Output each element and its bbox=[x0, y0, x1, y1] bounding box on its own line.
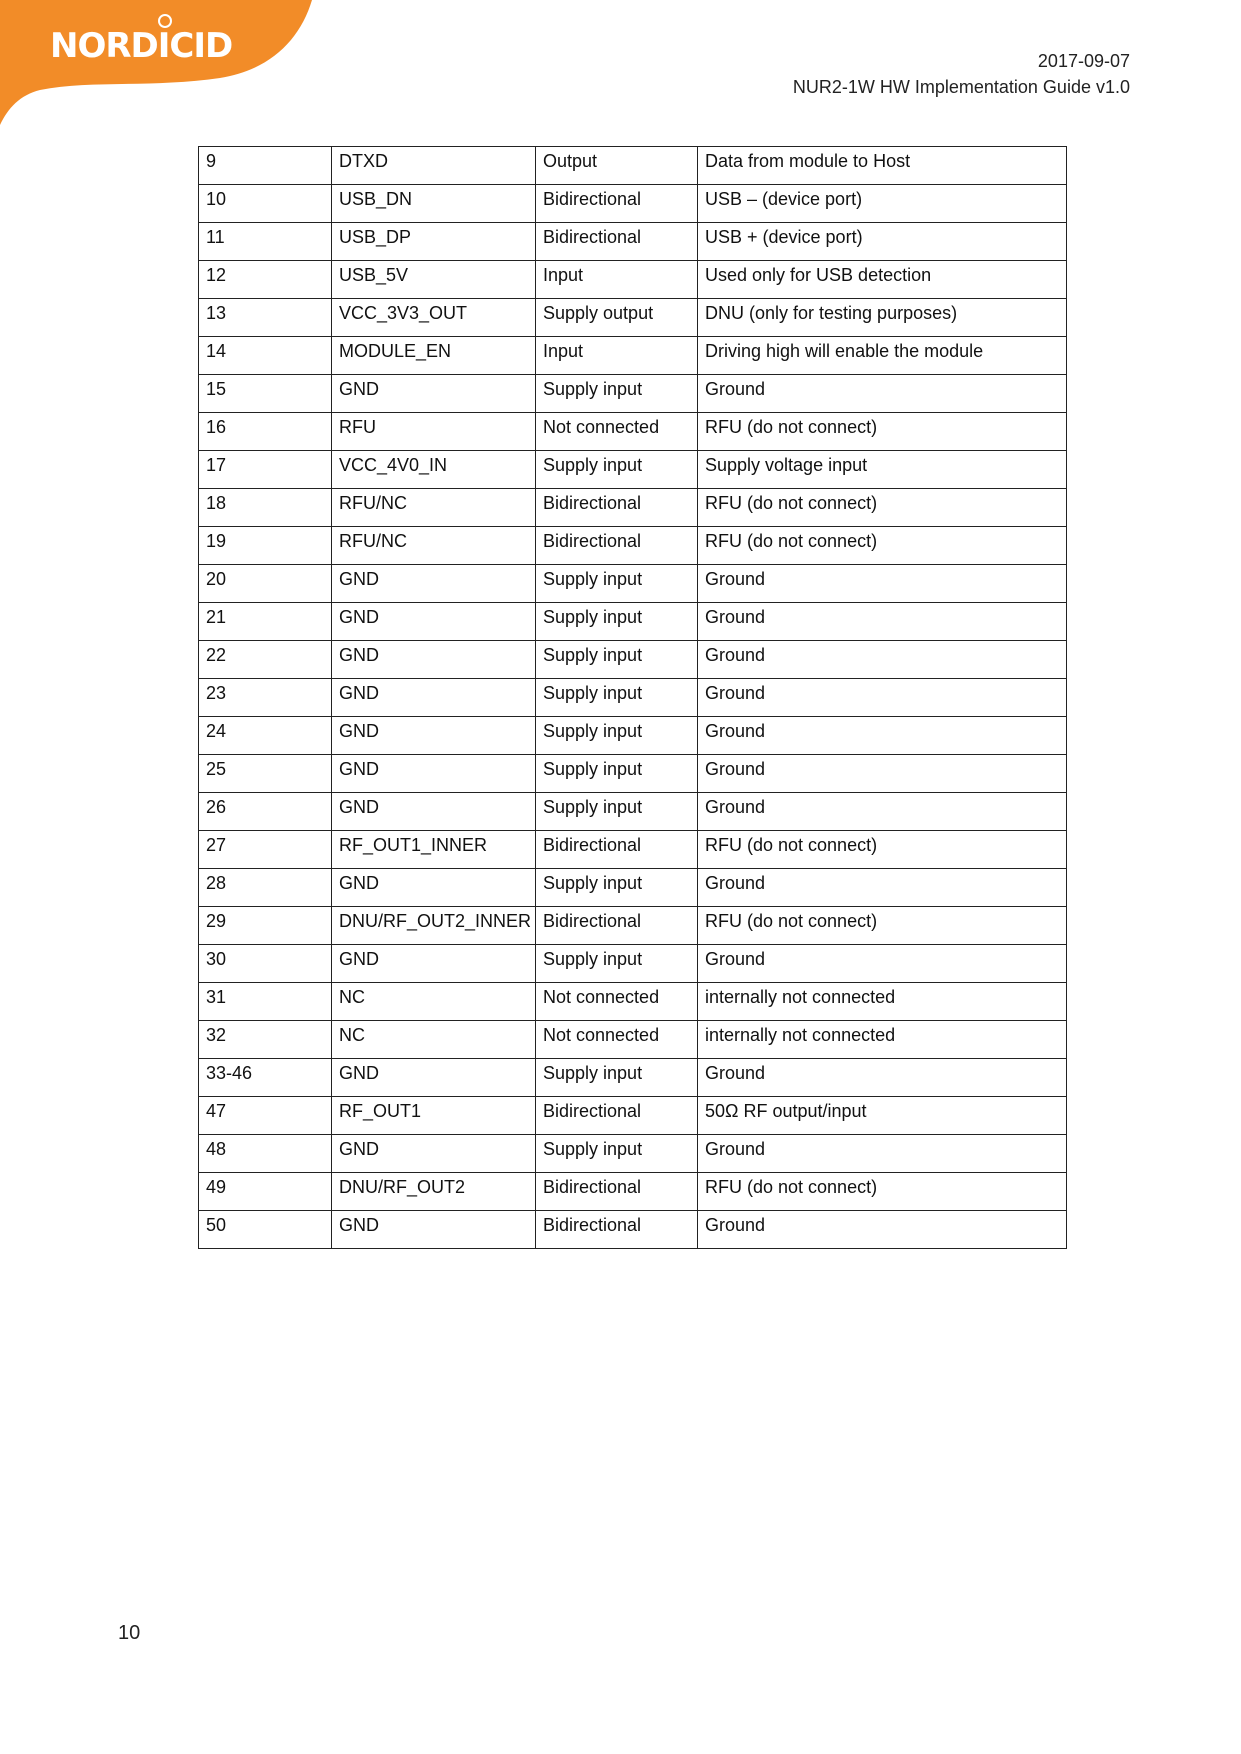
pin-number-cell: 32 bbox=[199, 1021, 332, 1059]
pin-description-cell: Supply voltage input bbox=[698, 451, 1067, 489]
pin-name-cell: GND bbox=[332, 641, 536, 679]
pin-name-cell: GND bbox=[332, 603, 536, 641]
pin-number-cell: 12 bbox=[199, 261, 332, 299]
pin-number-cell: 9 bbox=[199, 147, 332, 185]
pin-name-cell: DNU/RF_OUT2_INNER bbox=[332, 907, 536, 945]
pin-name-cell: RFU bbox=[332, 413, 536, 451]
pin-type-cell: Bidirectional bbox=[536, 1173, 698, 1211]
pin-type-cell: Supply input bbox=[536, 717, 698, 755]
pin-type-cell: Supply input bbox=[536, 451, 698, 489]
pin-number-cell: 49 bbox=[199, 1173, 332, 1211]
pin-number-cell: 25 bbox=[199, 755, 332, 793]
pin-name-cell: GND bbox=[332, 869, 536, 907]
pin-description-cell: Ground bbox=[698, 793, 1067, 831]
pin-number-cell: 26 bbox=[199, 793, 332, 831]
table-row bbox=[199, 603, 1067, 641]
pin-type-cell: Supply input bbox=[536, 793, 698, 831]
pin-type-cell: Supply input bbox=[536, 603, 698, 641]
pin-number-cell: 18 bbox=[199, 489, 332, 527]
pin-number-cell: 11 bbox=[199, 223, 332, 261]
pin-description-cell: Ground bbox=[698, 717, 1067, 755]
table-row bbox=[199, 147, 1067, 185]
pin-number-cell: 17 bbox=[199, 451, 332, 489]
pin-type-cell: Supply input bbox=[536, 755, 698, 793]
table-row bbox=[199, 489, 1067, 527]
pin-name-cell: MODULE_EN bbox=[332, 337, 536, 375]
pin-number-cell: 16 bbox=[199, 413, 332, 451]
table-row bbox=[199, 907, 1067, 945]
table-row bbox=[199, 641, 1067, 679]
table-row bbox=[199, 983, 1067, 1021]
pin-description-cell: Ground bbox=[698, 641, 1067, 679]
pin-type-cell: Not connected bbox=[536, 1021, 698, 1059]
pin-number-cell: 30 bbox=[199, 945, 332, 983]
pin-type-cell: Input bbox=[536, 261, 698, 299]
pin-name-cell: GND bbox=[332, 1211, 536, 1249]
table-row bbox=[199, 831, 1067, 869]
table-row bbox=[199, 261, 1067, 299]
pin-name-cell: VCC_4V0_IN bbox=[332, 451, 536, 489]
pin-name-cell: USB_DN bbox=[332, 185, 536, 223]
pin-name-cell: GND bbox=[332, 679, 536, 717]
document-date: 2017-09-07 bbox=[1037, 51, 1130, 71]
logo-text: NORDICID bbox=[50, 26, 233, 66]
table-row bbox=[199, 375, 1067, 413]
pin-description-cell: Ground bbox=[698, 869, 1067, 907]
pin-number-cell: 22 bbox=[199, 641, 332, 679]
table-row bbox=[199, 793, 1067, 831]
pin-description-cell: RFU (do not connect) bbox=[698, 489, 1067, 527]
table-row bbox=[199, 1173, 1067, 1211]
pin-type-cell: Not connected bbox=[536, 983, 698, 1021]
pin-description-cell: Ground bbox=[698, 1135, 1067, 1173]
document-header bbox=[793, 48, 1130, 100]
pin-type-cell: Bidirectional bbox=[536, 907, 698, 945]
pin-description-cell: Data from module to Host bbox=[698, 147, 1067, 185]
pin-number-cell: 33-46 bbox=[199, 1059, 332, 1097]
pin-name-cell: DTXD bbox=[332, 147, 536, 185]
pin-type-cell: Bidirectional bbox=[536, 527, 698, 565]
table-row bbox=[199, 185, 1067, 223]
pin-type-cell: Bidirectional bbox=[536, 185, 698, 223]
pin-name-cell: RF_OUT1 bbox=[332, 1097, 536, 1135]
pin-name-cell: GND bbox=[332, 793, 536, 831]
pin-description-cell: Driving high will enable the module bbox=[698, 337, 1067, 375]
pin-type-cell: Bidirectional bbox=[536, 489, 698, 527]
pin-name-cell: DNU/RF_OUT2 bbox=[332, 1173, 536, 1211]
pin-number-cell: 10 bbox=[199, 185, 332, 223]
pin-number-cell: 29 bbox=[199, 907, 332, 945]
table-row bbox=[199, 223, 1067, 261]
pin-description-cell: Ground bbox=[698, 755, 1067, 793]
table-row bbox=[199, 1021, 1067, 1059]
pin-name-cell: GND bbox=[332, 945, 536, 983]
pin-description-cell: 50Ω RF output/input bbox=[698, 1097, 1067, 1135]
pin-type-cell: Output bbox=[536, 147, 698, 185]
document-title: NUR2-1W HW Implementation Guide v1.0 bbox=[792, 77, 1130, 97]
pin-name-cell: GND bbox=[332, 1135, 536, 1173]
pin-description-cell: RFU (do not connect) bbox=[698, 831, 1067, 869]
pin-type-cell: Supply input bbox=[536, 641, 698, 679]
pin-description-cell: internally not connected bbox=[698, 983, 1067, 1021]
brand-logo bbox=[0, 0, 320, 130]
pin-type-cell: Supply input bbox=[536, 375, 698, 413]
pin-number-cell: 23 bbox=[199, 679, 332, 717]
pin-number-cell: 19 bbox=[199, 527, 332, 565]
pin-number-cell: 24 bbox=[199, 717, 332, 755]
pin-name-cell: RFU/NC bbox=[332, 489, 536, 527]
pin-type-cell: Supply input bbox=[536, 565, 698, 603]
page-number: 10 bbox=[118, 1622, 141, 1644]
pin-number-cell: 50 bbox=[199, 1211, 332, 1249]
pin-type-cell: Supply input bbox=[536, 1135, 698, 1173]
pin-number-cell: 31 bbox=[199, 983, 332, 1021]
table-row bbox=[199, 717, 1067, 755]
pin-type-cell: Supply output bbox=[536, 299, 698, 337]
table-row bbox=[199, 679, 1067, 717]
pin-description-cell: USB – (device port) bbox=[698, 185, 1067, 223]
pin-description-cell: Ground bbox=[698, 679, 1067, 717]
pin-name-cell: GND bbox=[332, 755, 536, 793]
pin-name-cell: VCC_3V3_OUT bbox=[332, 299, 536, 337]
pin-type-cell: Supply input bbox=[536, 945, 698, 983]
pin-description-cell: RFU (do not connect) bbox=[698, 907, 1067, 945]
pin-number-cell: 47 bbox=[199, 1097, 332, 1135]
pin-number-cell: 15 bbox=[199, 375, 332, 413]
pin-description-cell: Ground bbox=[698, 603, 1067, 641]
pin-type-cell: Supply input bbox=[536, 679, 698, 717]
pin-number-cell: 13 bbox=[199, 299, 332, 337]
table-row bbox=[199, 527, 1067, 565]
table-row bbox=[199, 565, 1067, 603]
pin-description-cell: RFU (do not connect) bbox=[698, 527, 1067, 565]
pin-description-cell: Ground bbox=[698, 945, 1067, 983]
table-row bbox=[199, 1211, 1067, 1249]
pin-description-cell: Ground bbox=[698, 1211, 1067, 1249]
pin-description-cell: USB + (device port) bbox=[698, 223, 1067, 261]
pin-type-cell: Not connected bbox=[536, 413, 698, 451]
table-row bbox=[199, 1059, 1067, 1097]
pin-number-cell: 21 bbox=[199, 603, 332, 641]
pin-type-cell: Bidirectional bbox=[536, 1097, 698, 1135]
table-row bbox=[199, 337, 1067, 375]
pin-type-cell: Input bbox=[536, 337, 698, 375]
table-row bbox=[199, 945, 1067, 983]
table-row bbox=[199, 1097, 1067, 1135]
pin-description-cell: Ground bbox=[698, 1059, 1067, 1097]
pin-name-cell: GND bbox=[332, 375, 536, 413]
pin-description-cell: Used only for USB detection bbox=[698, 261, 1067, 299]
pin-name-cell: NC bbox=[332, 1021, 536, 1059]
pin-type-cell: Bidirectional bbox=[536, 1211, 698, 1249]
pin-name-cell: RF_OUT1_INNER bbox=[332, 831, 536, 869]
pin-name-cell: GND bbox=[332, 565, 536, 603]
pin-name-cell: USB_DP bbox=[332, 223, 536, 261]
pin-description-cell: internally not connected bbox=[698, 1021, 1067, 1059]
pin-name-cell: USB_5V bbox=[332, 261, 536, 299]
pin-name-cell: NC bbox=[332, 983, 536, 1021]
pin-number-cell: 48 bbox=[199, 1135, 332, 1173]
table-row bbox=[199, 299, 1067, 337]
table-row bbox=[199, 869, 1067, 907]
pin-type-cell: Supply input bbox=[536, 1059, 698, 1097]
pin-number-cell: 14 bbox=[199, 337, 332, 375]
pin-name-cell: RFU/NC bbox=[332, 527, 536, 565]
pin-type-cell: Supply input bbox=[536, 869, 698, 907]
pin-type-cell: Bidirectional bbox=[536, 223, 698, 261]
pin-table bbox=[198, 146, 1067, 1249]
pin-name-cell: GND bbox=[332, 1059, 536, 1097]
pin-description-cell: RFU (do not connect) bbox=[698, 413, 1067, 451]
table-row bbox=[199, 413, 1067, 451]
pin-number-cell: 20 bbox=[199, 565, 332, 603]
table-row bbox=[199, 1135, 1067, 1173]
table-row bbox=[199, 451, 1067, 489]
pin-type-cell: Bidirectional bbox=[536, 831, 698, 869]
pin-number-cell: 28 bbox=[199, 869, 332, 907]
pin-number-cell: 27 bbox=[199, 831, 332, 869]
pin-name-cell: GND bbox=[332, 717, 536, 755]
pin-table-body bbox=[199, 147, 1067, 1249]
pin-description-cell: Ground bbox=[698, 375, 1067, 413]
pin-description-cell: Ground bbox=[698, 565, 1067, 603]
pin-description-cell: DNU (only for testing purposes) bbox=[698, 299, 1067, 337]
table-row bbox=[199, 755, 1067, 793]
pin-description-cell: RFU (do not connect) bbox=[698, 1173, 1067, 1211]
